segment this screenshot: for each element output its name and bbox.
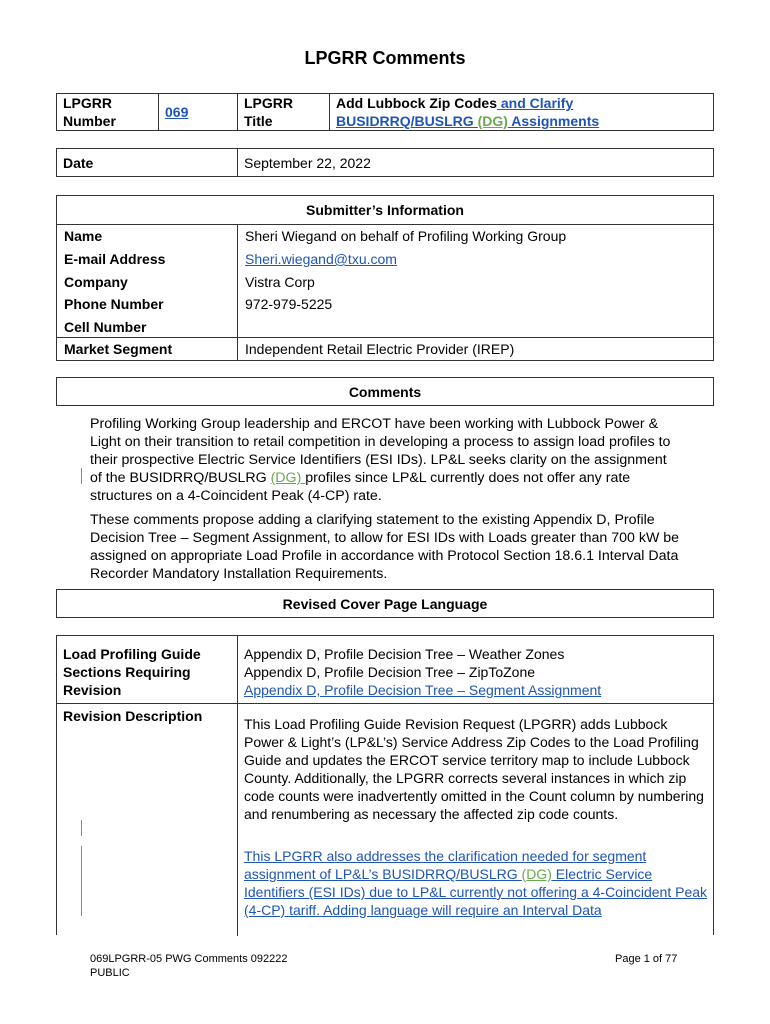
- revised-heading-box: [56, 589, 714, 618]
- email-link[interactable]: Sheri.wiegand@txu.com: [245, 251, 397, 267]
- phone-label: Phone Number: [64, 296, 164, 312]
- date-label: Date: [63, 155, 94, 171]
- section-segment-assignment: Appendix D, Profile Decision Tree – Segment Assignment: [244, 682, 602, 698]
- change-bar: [81, 846, 82, 916]
- date-table: [56, 148, 714, 177]
- revised-heading: Revised Cover Page Language: [282, 596, 488, 612]
- change-bar: [81, 820, 82, 836]
- market-segment-value: Independent Retail Electric Provider (IREP): [245, 341, 515, 357]
- section-weather-zones: Appendix D, Profile Decision Tree – Weather Zones: [244, 646, 565, 662]
- name-value: Sheri Wiegand on behalf of Profiling Working Group: [245, 228, 567, 244]
- comments-heading: Comments: [348, 384, 422, 400]
- revision-table: [56, 635, 714, 935]
- phone-value: 972-979-5225: [245, 296, 333, 312]
- lpgrr-header-table: [56, 93, 714, 131]
- email-label: E-mail Address: [64, 251, 166, 267]
- company-value: Vistra Corp: [245, 274, 315, 290]
- comments-paragraph-2: These comments propose adding a clarifying statement to the existing Appendix D, Profile Decision Tree – Segment Assignment, to allow for ESI IDs with Loads greater than 700 kW be assigned on appropriate Load Profile in accordance with Protocol Section 18.6.1 Interval Data Recorder Mandatory Installation Requirements.: [90, 512, 680, 582]
- date-value: September 22, 2022: [244, 155, 371, 171]
- comments-heading-box: [56, 377, 714, 406]
- sections-label: Load Profiling Guide Sections Requiring Revision: [63, 646, 201, 698]
- description-label: Revision Description: [63, 708, 203, 724]
- description-paragraph-1: This Load Profiling Guide Revision Request (LPGRR) adds Lubbock Power & Light’s (LP&L’s) Service Address Zip Codes to the Load Profiling Guide and updates the ERCOT service territory map to include Lubbock County. Additionally, the LPGRR corrects several instances in which zip code counts were inadvertently omitted in the Count column by numbering and renumbering as necessary the affected zip code counts.: [244, 716, 704, 822]
- name-label: Name: [64, 228, 103, 244]
- cell-label: Cell Number: [64, 319, 147, 335]
- section-ziptozone: Appendix D, Profile Decision Tree – ZipToZone: [244, 664, 536, 680]
- lpgrr-number-link[interactable]: 069: [165, 104, 189, 120]
- comments-paragraph-1: Profiling Working Group leadership and ERCOT have been working with Lubbock Power & Light on their transition to retail competition in developing a process to assign load profiles to their prospective Electric Service Identifiers (ESI IDs). LP&L seeks clarity on the assignment of the BUSIDRRQ/BUSLRG (DG) profiles since LP&L currently does not offer any rate structures on a 4-Coincident Peak (4-CP) rate.: [90, 416, 671, 504]
- page-title: LPGRR Comments: [304, 48, 466, 68]
- description-paragraph-2: This LPGRR also addresses the clarification needed for segment assignment of LP&L’s BUSIDRRQ/BUSLRG (DG) Electric Service Identifiers (ESI IDs) due to LP&L currently not offering a 4-Coincident Peak (4-CP) tariff. Adding language will require an Interval Data: [244, 848, 708, 918]
- lpgrr-title-label: LPGRR Title: [244, 95, 293, 129]
- footer-doc-id: 069LPGRR-05 PWG Comments 092222: [90, 953, 288, 965]
- lpgrr-title-value: Add Lubbock Zip Codes and Clarify BUSIDRRQ/BUSLRG (DG) Assignments: [336, 95, 600, 129]
- submitter-heading: Submitter’s Information: [306, 202, 464, 218]
- market-segment-label: Market Segment: [64, 341, 173, 357]
- change-bar: [81, 468, 82, 484]
- footer-page-number: Page 1 of 77: [615, 953, 678, 965]
- submitter-table: [56, 195, 714, 361]
- lpgrr-number-label: LPGRR Number: [63, 95, 116, 129]
- footer-classification: PUBLIC: [90, 967, 130, 979]
- company-label: Company: [64, 274, 128, 290]
